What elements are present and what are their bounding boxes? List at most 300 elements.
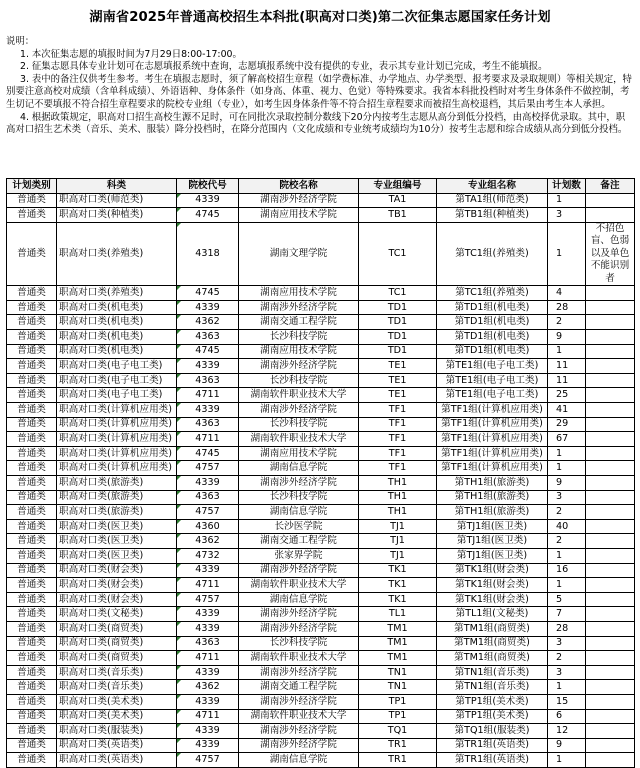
- plan-type-cell: 普通类: [7, 724, 57, 739]
- school-name-cell: 长沙科技学院: [239, 417, 359, 432]
- subject-cell: 职高对口类(英语类): [57, 753, 177, 768]
- remark-cell: [586, 651, 635, 666]
- table-row: [7, 621, 635, 636]
- header-plan-type: 计划类别: [7, 179, 57, 194]
- group-code-cell: TD1: [359, 300, 437, 315]
- plan-type-cell: 普通类: [7, 286, 57, 301]
- remark-cell: [586, 417, 635, 432]
- subject-cell: 职高对口类(美术类): [57, 694, 177, 709]
- table-row: [7, 592, 635, 607]
- group-code-cell: TH1: [359, 505, 437, 520]
- subject-cell: 职高对口类(旅游类): [57, 476, 177, 491]
- plan-count-cell: 2: [548, 534, 586, 549]
- table-row: [7, 519, 635, 534]
- plan-count-cell: 2: [548, 315, 586, 330]
- subject-cell: 职高对口类(师范类): [57, 193, 177, 208]
- header-school-name: 院校名称: [239, 179, 359, 194]
- group-code-cell: TE1: [359, 359, 437, 374]
- group-name-cell: 第TJ1组(医卫类): [437, 548, 548, 563]
- school-name-cell: 湖南应用技术学院: [239, 208, 359, 223]
- school-code-cell: 4339: [177, 563, 239, 578]
- plan-count-cell: 1: [548, 578, 586, 593]
- plan-count-cell: 1: [548, 344, 586, 359]
- group-code-cell: TK1: [359, 578, 437, 593]
- plan-type-cell: 普通类: [7, 636, 57, 651]
- remark-cell: [586, 578, 635, 593]
- subject-cell: 职高对口类(机电类): [57, 315, 177, 330]
- group-name-cell: 第TR1组(英语类): [437, 738, 548, 753]
- subject-cell: 职高对口类(电子电工类): [57, 388, 177, 403]
- group-code-cell: TF1: [359, 403, 437, 418]
- note-item: 1. 本次征集志愿的填报时间为7月29日8:00-17:00。: [20, 48, 242, 60]
- table-row: [7, 461, 635, 476]
- school-name-cell: 湖南软件职业技术大学: [239, 578, 359, 593]
- header-school-code: 院校代号: [177, 179, 239, 194]
- note-item: 3. 表中的备注仅供考生参考。考生在填报志愿时，须了解高校招生章程（如学费标准、办学地点、办学类型、报考要求及录取规则）等相关规定，特别要注意高校对成绩（含单科成绩）、外语语种、身体条件（如身高、体重、视力、色觉）等特殊要求。我省本科批投档时对考生身体条件不做控制，考生切记不要填报不符合招生章程要求的院校专业组（专业），如考生因身体条件等不符合招生章程要求而被招生高校退档，其后果由考生本人承担。: [6, 73, 632, 110]
- group-name-cell: 第TC1组(养殖类): [437, 222, 548, 286]
- subject-cell: 职高对口类(计算机应用类): [57, 461, 177, 476]
- note-item: 2. 征集志愿具体专业计划可在志愿填报系统中查询，志愿填报系统中没有提供的专业，表示其专业计划已完成，考生不能填报。: [20, 61, 548, 73]
- subject-cell: 职高对口类(计算机应用类): [57, 446, 177, 461]
- subject-cell: 职高对口类(计算机应用类): [57, 432, 177, 447]
- subject-cell: 职高对口类(商贸类): [57, 651, 177, 666]
- plan-type-cell: 普通类: [7, 315, 57, 330]
- table-row: [7, 753, 635, 768]
- school-code-cell: 4363: [177, 373, 239, 388]
- group-code-cell: TF1: [359, 446, 437, 461]
- plan-type-cell: 普通类: [7, 300, 57, 315]
- school-code-cell: 4339: [177, 403, 239, 418]
- school-name-cell: 湖南交通工程学院: [239, 680, 359, 695]
- plan-count-cell: 9: [548, 738, 586, 753]
- group-code-cell: TC1: [359, 286, 437, 301]
- group-code-cell: TQ1: [359, 724, 437, 739]
- table-row: [7, 417, 635, 432]
- school-code-cell: 4711: [177, 651, 239, 666]
- school-code-cell: 4363: [177, 490, 239, 505]
- group-code-cell: TP1: [359, 709, 437, 724]
- school-code-cell: 4339: [177, 607, 239, 622]
- group-name-cell: 第TB1组(种植类): [437, 208, 548, 223]
- school-name-cell: 湖南涉外经济学院: [239, 403, 359, 418]
- plan-count-cell: 9: [548, 476, 586, 491]
- plan-table: [6, 178, 635, 768]
- subject-cell: 职高对口类(计算机应用类): [57, 403, 177, 418]
- plan-type-cell: 普通类: [7, 680, 57, 695]
- plan-count-cell: 1: [548, 193, 586, 208]
- table-row: [7, 505, 635, 520]
- subject-cell: 职高对口类(财会类): [57, 578, 177, 593]
- school-name-cell: 长沙科技学院: [239, 636, 359, 651]
- remark-cell: [586, 709, 635, 724]
- group-name-cell: 第TF1组(计算机应用类): [437, 446, 548, 461]
- group-name-cell: 第TH1组(旅游类): [437, 505, 548, 520]
- group-name-cell: 第TK1组(财会类): [437, 563, 548, 578]
- school-code-cell: 4711: [177, 578, 239, 593]
- plan-count-cell: 3: [548, 208, 586, 223]
- group-name-cell: 第TM1组(商贸类): [437, 651, 548, 666]
- school-name-cell: 湖南涉外经济学院: [239, 476, 359, 491]
- plan-count-cell: 1: [548, 461, 586, 476]
- group-code-cell: TM1: [359, 621, 437, 636]
- school-name-cell: 湖南涉外经济学院: [239, 359, 359, 374]
- school-code-cell: 4339: [177, 694, 239, 709]
- subject-cell: 职高对口类(养殖类): [57, 286, 177, 301]
- remark-cell: [586, 373, 635, 388]
- subject-cell: 职高对口类(旅游类): [57, 505, 177, 520]
- table-row: [7, 651, 635, 666]
- subject-cell: 职高对口类(电子电工类): [57, 373, 177, 388]
- remark-cell: [586, 505, 635, 520]
- school-code-cell: 4757: [177, 753, 239, 768]
- table-row: [7, 563, 635, 578]
- plan-count-cell: 4: [548, 286, 586, 301]
- table-body: [7, 193, 635, 767]
- group-name-cell: 第TE1组(电子电工类): [437, 359, 548, 374]
- group-name-cell: 第TF1组(计算机应用类): [437, 432, 548, 447]
- remark-cell: [586, 548, 635, 563]
- plan-type-cell: 普通类: [7, 505, 57, 520]
- group-code-cell: TR1: [359, 738, 437, 753]
- school-code-cell: 4360: [177, 519, 239, 534]
- table-row: [7, 490, 635, 505]
- school-name-cell: 湖南信息学院: [239, 753, 359, 768]
- plan-type-cell: 普通类: [7, 753, 57, 768]
- remark-cell: [586, 388, 635, 403]
- school-name-cell: 湖南信息学院: [239, 592, 359, 607]
- plan-type-cell: 普通类: [7, 359, 57, 374]
- plan-type-cell: 普通类: [7, 208, 57, 223]
- remark-cell: [586, 563, 635, 578]
- remark-cell: [586, 432, 635, 447]
- table-row: [7, 636, 635, 651]
- header-group-code: 专业组编号: [359, 179, 437, 194]
- plan-type-cell: 普通类: [7, 534, 57, 549]
- plan-type-cell: 普通类: [7, 222, 57, 286]
- group-name-cell: 第TD1组(机电类): [437, 300, 548, 315]
- plan-type-cell: 普通类: [7, 563, 57, 578]
- plan-type-cell: 普通类: [7, 373, 57, 388]
- plan-type-cell: 普通类: [7, 417, 57, 432]
- header-remark: 备注: [586, 179, 635, 194]
- school-name-cell: 张家界学院: [239, 548, 359, 563]
- plan-count-cell: 29: [548, 417, 586, 432]
- group-name-cell: 第TP1组(美术类): [437, 709, 548, 724]
- remark-cell: [586, 208, 635, 223]
- table-row: [7, 222, 635, 286]
- subject-cell: 职高对口类(机电类): [57, 330, 177, 345]
- group-name-cell: 第TE1组(电子电工类): [437, 373, 548, 388]
- header-plan-count: 计划数: [548, 179, 586, 194]
- remark-cell: [586, 592, 635, 607]
- school-code-cell: 4339: [177, 621, 239, 636]
- school-name-cell: 长沙医学院: [239, 519, 359, 534]
- school-code-cell: 4363: [177, 636, 239, 651]
- remark-cell: [586, 519, 635, 534]
- remark-cell: [586, 607, 635, 622]
- school-code-cell: 4757: [177, 461, 239, 476]
- remark-cell: [586, 193, 635, 208]
- school-code-cell: 4362: [177, 315, 239, 330]
- plan-type-cell: 普通类: [7, 738, 57, 753]
- remark-cell: [586, 344, 635, 359]
- plan-type-cell: 普通类: [7, 548, 57, 563]
- school-name-cell: 湖南涉外经济学院: [239, 621, 359, 636]
- school-code-cell: 4339: [177, 738, 239, 753]
- school-name-cell: 湖南涉外经济学院: [239, 607, 359, 622]
- subject-cell: 职高对口类(旅游类): [57, 490, 177, 505]
- school-name-cell: 湖南涉外经济学院: [239, 694, 359, 709]
- plan-count-cell: 2: [548, 651, 586, 666]
- group-name-cell: 第TM1组(商贸类): [437, 621, 548, 636]
- school-code-cell: 4339: [177, 476, 239, 491]
- plan-type-cell: 普通类: [7, 665, 57, 680]
- group-code-cell: TJ1: [359, 534, 437, 549]
- subject-cell: 职高对口类(商贸类): [57, 636, 177, 651]
- school-code-cell: 4339: [177, 724, 239, 739]
- remark-cell: [586, 330, 635, 345]
- subject-cell: 职高对口类(商贸类): [57, 621, 177, 636]
- group-code-cell: TE1: [359, 373, 437, 388]
- header-subject: 科类: [57, 179, 177, 194]
- plan-count-cell: 40: [548, 519, 586, 534]
- table-row: [7, 607, 635, 622]
- plan-count-cell: 1: [548, 548, 586, 563]
- school-name-cell: 湖南涉外经济学院: [239, 193, 359, 208]
- school-code-cell: 4339: [177, 300, 239, 315]
- group-code-cell: TN1: [359, 665, 437, 680]
- school-name-cell: 湖南应用技术学院: [239, 446, 359, 461]
- group-code-cell: TA1: [359, 193, 437, 208]
- school-code-cell: 4732: [177, 548, 239, 563]
- plan-type-cell: 普通类: [7, 461, 57, 476]
- group-name-cell: 第TP1组(美术类): [437, 694, 548, 709]
- group-code-cell: TF1: [359, 461, 437, 476]
- school-name-cell: 湖南软件职业技术大学: [239, 432, 359, 447]
- group-code-cell: TR1: [359, 753, 437, 768]
- remark-cell: [586, 534, 635, 549]
- table-row: [7, 665, 635, 680]
- plan-count-cell: 1: [548, 222, 586, 286]
- table-row: [7, 476, 635, 491]
- table-row: [7, 373, 635, 388]
- table-row: [7, 330, 635, 345]
- group-code-cell: TM1: [359, 636, 437, 651]
- group-name-cell: 第TF1组(计算机应用类): [437, 417, 548, 432]
- note-item: 4. 根据政策规定，职高对口招生高校生源不足时，可在同批次录取控制分数线下20分内按考生志愿从高分到低分投档，由高校择优录取。其中，职高对口招生艺术类（音乐、美术、服装）降分投档时，在降分范围内（文化成绩和专业统考成绩均为10分）按考生志愿和综合成绩从高分到低分投档。: [6, 111, 628, 136]
- group-code-cell: TL1: [359, 607, 437, 622]
- subject-cell: 职高对口类(医卫类): [57, 519, 177, 534]
- plan-type-cell: 普通类: [7, 403, 57, 418]
- plan-type-cell: 普通类: [7, 651, 57, 666]
- group-code-cell: TE1: [359, 388, 437, 403]
- table-row: [7, 548, 635, 563]
- subject-cell: 职高对口类(机电类): [57, 300, 177, 315]
- header-group-name: 专业组名称: [437, 179, 548, 194]
- group-name-cell: 第TN1组(音乐类): [437, 680, 548, 695]
- table-row: [7, 709, 635, 724]
- plan-count-cell: 28: [548, 621, 586, 636]
- group-code-cell: TD1: [359, 315, 437, 330]
- group-name-cell: 第TJ1组(医卫类): [437, 519, 548, 534]
- plan-count-cell: 67: [548, 432, 586, 447]
- group-code-cell: TH1: [359, 490, 437, 505]
- plan-count-cell: 11: [548, 359, 586, 374]
- group-name-cell: 第TD1组(机电类): [437, 344, 548, 359]
- table-row: [7, 534, 635, 549]
- group-code-cell: TJ1: [359, 519, 437, 534]
- remark-cell: 不招色盲、色弱以及单色不能识别者: [586, 222, 635, 286]
- table-row: [7, 432, 635, 447]
- remark-cell: [586, 724, 635, 739]
- plan-count-cell: 5: [548, 592, 586, 607]
- school-code-cell: 4362: [177, 534, 239, 549]
- group-name-cell: 第TN1组(音乐类): [437, 665, 548, 680]
- plan-type-cell: 普通类: [7, 490, 57, 505]
- group-name-cell: 第TC1组(养殖类): [437, 286, 548, 301]
- school-code-cell: 4339: [177, 665, 239, 680]
- remark-cell: [586, 403, 635, 418]
- plan-count-cell: 3: [548, 665, 586, 680]
- school-name-cell: 湖南涉外经济学院: [239, 300, 359, 315]
- table-row: [7, 680, 635, 695]
- school-code-cell: 4318: [177, 222, 239, 286]
- school-name-cell: 湖南文理学院: [239, 222, 359, 286]
- remark-cell: [586, 300, 635, 315]
- plan-type-cell: 普通类: [7, 344, 57, 359]
- page-title: 湖南省2025年普通高校招生本科批(职高对口类)第二次征集志愿国家任务计划: [89, 10, 551, 25]
- school-name-cell: 长沙科技学院: [239, 373, 359, 388]
- school-code-cell: 4745: [177, 344, 239, 359]
- school-code-cell: 4339: [177, 193, 239, 208]
- plan-count-cell: 3: [548, 636, 586, 651]
- group-code-cell: TF1: [359, 432, 437, 447]
- plan-count-cell: 1: [548, 680, 586, 695]
- subject-cell: 职高对口类(财会类): [57, 592, 177, 607]
- table-row: [7, 446, 635, 461]
- school-name-cell: 湖南应用技术学院: [239, 344, 359, 359]
- group-code-cell: TB1: [359, 208, 437, 223]
- plan-count-cell: 28: [548, 300, 586, 315]
- plan-type-cell: 普通类: [7, 709, 57, 724]
- remark-cell: [586, 621, 635, 636]
- school-name-cell: 湖南软件职业技术大学: [239, 651, 359, 666]
- plan-count-cell: 2: [548, 505, 586, 520]
- school-code-cell: 4745: [177, 446, 239, 461]
- school-code-cell: 4711: [177, 709, 239, 724]
- school-name-cell: 长沙科技学院: [239, 330, 359, 345]
- group-code-cell: TJ1: [359, 548, 437, 563]
- group-code-cell: TK1: [359, 592, 437, 607]
- remark-cell: [586, 738, 635, 753]
- group-name-cell: 第TK1组(财会类): [437, 592, 548, 607]
- plan-type-cell: 普通类: [7, 578, 57, 593]
- table-header-row: [7, 179, 635, 194]
- group-name-cell: 第TD1组(机电类): [437, 315, 548, 330]
- subject-cell: 职高对口类(文秘类): [57, 607, 177, 622]
- remark-cell: [586, 680, 635, 695]
- group-name-cell: 第TD1组(机电类): [437, 330, 548, 345]
- plan-count-cell: 12: [548, 724, 586, 739]
- group-name-cell: 第TK1组(财会类): [437, 578, 548, 593]
- remark-cell: [586, 694, 635, 709]
- remark-cell: [586, 490, 635, 505]
- subject-cell: 职高对口类(音乐类): [57, 680, 177, 695]
- school-name-cell: 湖南交通工程学院: [239, 534, 359, 549]
- subject-cell: 职高对口类(医卫类): [57, 534, 177, 549]
- plan-count-cell: 6: [548, 709, 586, 724]
- subject-cell: 职高对口类(音乐类): [57, 665, 177, 680]
- subject-cell: 职高对口类(医卫类): [57, 548, 177, 563]
- school-code-cell: 4745: [177, 208, 239, 223]
- notes-section: [6, 36, 634, 137]
- school-code-cell: 4757: [177, 592, 239, 607]
- plan-count-cell: 11: [548, 373, 586, 388]
- group-name-cell: 第TF1组(计算机应用类): [437, 403, 548, 418]
- group-code-cell: TH1: [359, 476, 437, 491]
- group-code-cell: TD1: [359, 330, 437, 345]
- table-row: [7, 286, 635, 301]
- subject-cell: 职高对口类(种植类): [57, 208, 177, 223]
- remark-cell: [586, 476, 635, 491]
- remark-cell: [586, 315, 635, 330]
- school-name-cell: 湖南涉外经济学院: [239, 724, 359, 739]
- table-row: [7, 403, 635, 418]
- table-row: [7, 193, 635, 208]
- plan-type-cell: 普通类: [7, 330, 57, 345]
- subject-cell: 职高对口类(机电类): [57, 344, 177, 359]
- plan-count-cell: 1: [548, 753, 586, 768]
- remark-cell: [586, 636, 635, 651]
- group-name-cell: 第TH1组(旅游类): [437, 476, 548, 491]
- school-code-cell: 4745: [177, 286, 239, 301]
- plan-count-cell: 1: [548, 446, 586, 461]
- subject-cell: 职高对口类(英语类): [57, 738, 177, 753]
- table-row: [7, 578, 635, 593]
- group-name-cell: 第TQ1组(服装类): [437, 724, 548, 739]
- notes-heading: 说明：: [6, 36, 35, 47]
- plan-count-cell: 16: [548, 563, 586, 578]
- group-code-cell: TF1: [359, 417, 437, 432]
- school-name-cell: 长沙科技学院: [239, 490, 359, 505]
- group-code-cell: TP1: [359, 694, 437, 709]
- school-name-cell: 湖南应用技术学院: [239, 286, 359, 301]
- school-code-cell: 4362: [177, 680, 239, 695]
- group-name-cell: 第TR1组(英语类): [437, 753, 548, 768]
- remark-cell: [586, 753, 635, 768]
- plan-count-cell: 15: [548, 694, 586, 709]
- subject-cell: 职高对口类(电子电工类): [57, 359, 177, 374]
- subject-cell: 职高对口类(养殖类): [57, 222, 177, 286]
- group-name-cell: 第TE1组(电子电工类): [437, 388, 548, 403]
- plan-type-cell: 普通类: [7, 592, 57, 607]
- table-row: [7, 300, 635, 315]
- school-code-cell: 4363: [177, 330, 239, 345]
- table-row: [7, 208, 635, 223]
- remark-cell: [586, 461, 635, 476]
- remark-cell: [586, 359, 635, 374]
- remark-cell: [586, 446, 635, 461]
- group-name-cell: 第TH1组(旅游类): [437, 490, 548, 505]
- group-name-cell: 第TA1组(师范类): [437, 193, 548, 208]
- remark-cell: [586, 286, 635, 301]
- group-code-cell: TK1: [359, 563, 437, 578]
- school-name-cell: 湖南涉外经济学院: [239, 738, 359, 753]
- school-name-cell: 湖南软件职业技术大学: [239, 709, 359, 724]
- plan-type-cell: 普通类: [7, 519, 57, 534]
- school-code-cell: 4711: [177, 432, 239, 447]
- table-row: [7, 359, 635, 374]
